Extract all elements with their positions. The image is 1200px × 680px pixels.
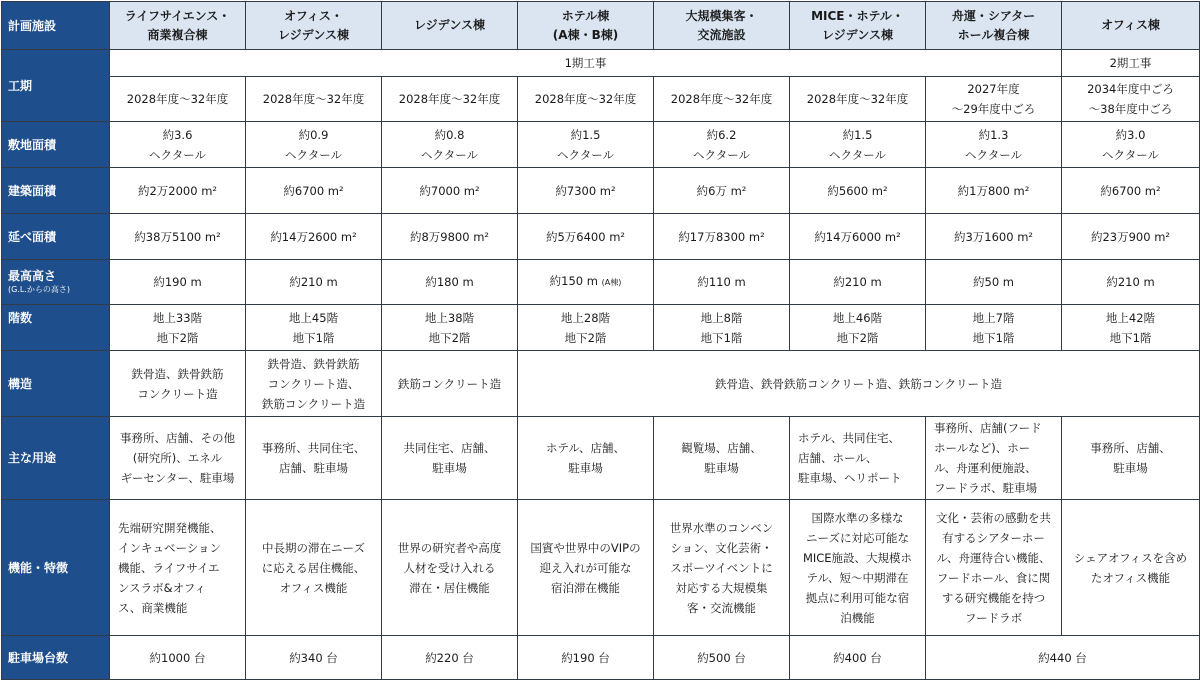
building-area-cell: 約6700 m² bbox=[246, 168, 382, 214]
site-area-cell: 約3.6 ヘクタール bbox=[110, 122, 246, 168]
row-label-building-area: 建築面積 bbox=[2, 168, 110, 214]
main-use-cell: ホテル、共同住宅、 店舗、ホール、 駐車場、ヘリポート bbox=[790, 417, 926, 500]
features-cell: 国賓や世界中のVIPの 迎え入れが可能な 宿泊滞在機能 bbox=[518, 500, 654, 636]
max-height-label: 最高高さ bbox=[8, 269, 57, 283]
floor-area-cell: 約5万6400 m² bbox=[518, 214, 654, 260]
building-area-cell: 約6700 m² bbox=[1062, 168, 1200, 214]
floors-cell: 地上8階 地下1階 bbox=[654, 305, 790, 351]
floor-area-cell: 約8万9800 m² bbox=[382, 214, 518, 260]
main-use-cell: 事務所、店舗、 駐車場 bbox=[1062, 417, 1200, 500]
main-use-cell: 事務所、店舗(フード ホールなど)、ホー ル、舟運利便施設、 フードラボ、駐車場 bbox=[926, 417, 1062, 500]
col-header-boat-theater: 舟運・シアター ホール複合棟 bbox=[926, 2, 1062, 50]
features-cell: 先端研究開発機能、 インキュベーション 機能、ライフサイエ ンスラボ&オフィ ス、商業機能 bbox=[110, 500, 246, 636]
period-values-row bbox=[2, 77, 1200, 122]
floors-cell: 地上28階 地下2階 bbox=[518, 305, 654, 351]
period-cell: 2028年度〜32年度 bbox=[382, 77, 518, 122]
building-area-cell: 約7300 m² bbox=[518, 168, 654, 214]
period-cell: 2028年度〜32年度 bbox=[790, 77, 926, 122]
floor-area-cell: 約3万1600 m² bbox=[926, 214, 1062, 260]
floors-cell: 地上42階 地下1階 bbox=[1062, 305, 1200, 351]
floor-area-row bbox=[2, 214, 1200, 260]
floors-cell: 地上33階 地下2階 bbox=[110, 305, 246, 351]
building-area-cell: 約7000 m² bbox=[382, 168, 518, 214]
parking-cell: 約340 台 bbox=[246, 636, 382, 680]
row-label-main-use: 主な用途 bbox=[2, 417, 110, 500]
phase1-label: 1期工事 bbox=[110, 50, 1062, 77]
structure-cell: 鉄筋コンクリート造 bbox=[382, 351, 518, 417]
col-header-large-venue: 大規模集客・ 交流施設 bbox=[654, 2, 790, 50]
header-row bbox=[2, 2, 1200, 50]
site-area-cell: 約1.5 ヘクタール bbox=[790, 122, 926, 168]
building-area-cell: 約6万 m² bbox=[654, 168, 790, 214]
features-cell: 国際水準の多様な ニーズに対応可能な MICE施設、大規模ホ テル、短〜中期滞在 拠点に利用可能な宿 泊機能 bbox=[790, 500, 926, 636]
floors-cell: 地上45階 地下1階 bbox=[246, 305, 382, 351]
max-height-cell: 約210 m bbox=[1062, 260, 1200, 305]
row-label-period: 工期 bbox=[2, 50, 110, 122]
structure-row bbox=[2, 351, 1200, 417]
row-label-max-height bbox=[2, 260, 110, 305]
col-header-hotel: ホテル棟 (A棟・B棟) bbox=[518, 2, 654, 50]
site-area-cell: 約1.3 ヘクタール bbox=[926, 122, 1062, 168]
phase2-label: 2期工事 bbox=[1062, 50, 1200, 77]
row-label-parking: 駐車場台数 bbox=[2, 636, 110, 680]
features-cell: 世界の研究者や高度 人材を受け入れる 滞在・居住機能 bbox=[382, 500, 518, 636]
parking-cell: 約220 台 bbox=[382, 636, 518, 680]
max-height-sublabel: (G.L.からの高さ) bbox=[8, 285, 70, 294]
floors-cell: 地上46階 地下2階 bbox=[790, 305, 926, 351]
structure-cell-merged: 鉄骨造、鉄骨鉄筋コンクリート造、鉄筋コンクリート造 bbox=[518, 351, 1200, 417]
col-header-residence: レジデンス棟 bbox=[382, 2, 518, 50]
row-label-structure: 構造 bbox=[2, 351, 110, 417]
structure-cell: 鉄骨造、鉄骨鉄筋 コンクリート造 bbox=[110, 351, 246, 417]
max-height-note: (A棟) bbox=[601, 278, 622, 287]
row-label-floors: 階数 bbox=[2, 305, 110, 351]
main-use-cell: ホテル、店舗、 駐車場 bbox=[518, 417, 654, 500]
max-height-row bbox=[2, 260, 1200, 305]
facility-plan-table bbox=[1, 1, 1200, 680]
period-cell: 2028年度〜32年度 bbox=[518, 77, 654, 122]
max-height-value: 約150 m bbox=[549, 274, 598, 288]
structure-cell: 鉄骨造、鉄骨鉄筋 コンクリート造、 鉄筋コンクリート造 bbox=[246, 351, 382, 417]
site-area-cell: 約0.8 ヘクタール bbox=[382, 122, 518, 168]
col-header-mice-hotel-residence: MICE・ホテル・ レジデンス棟 bbox=[790, 2, 926, 50]
floors-cell: 地上38階 地下2階 bbox=[382, 305, 518, 351]
floors-cell: 地上7階 地下1階 bbox=[926, 305, 1062, 351]
max-height-cell: 約190 m bbox=[110, 260, 246, 305]
main-use-cell: 事務所、店舗、その他 (研究所)、エネル ギーセンター、駐車場 bbox=[110, 417, 246, 500]
building-area-cell: 約1万800 m² bbox=[926, 168, 1062, 214]
floor-area-cell: 約17万8300 m² bbox=[654, 214, 790, 260]
floor-area-cell: 約14万2600 m² bbox=[246, 214, 382, 260]
floor-area-cell: 約23万900 m² bbox=[1062, 214, 1200, 260]
site-area-cell: 約6.2 ヘクタール bbox=[654, 122, 790, 168]
features-cell: 文化・芸術の感動を共 有するシアターホー ル、舟運待合い機能、 フードホール、食に関 する研究機能を持つ フードラボ bbox=[926, 500, 1062, 636]
period-cell: 2034年度中ごろ 〜38年度中ごろ bbox=[1062, 77, 1200, 122]
floor-area-cell: 約14万6000 m² bbox=[790, 214, 926, 260]
features-cell: シェアオフィスを含め たオフィス機能 bbox=[1062, 500, 1200, 636]
parking-cell: 約190 台 bbox=[518, 636, 654, 680]
site-area-row bbox=[2, 122, 1200, 168]
floors-row bbox=[2, 305, 1200, 351]
col-header-lifescience-commercial: ライフサイエンス・ 商業複合棟 bbox=[110, 2, 246, 50]
parking-cell: 約400 台 bbox=[790, 636, 926, 680]
parking-row bbox=[2, 636, 1200, 680]
parking-cell: 約500 台 bbox=[654, 636, 790, 680]
max-height-cell-hotel bbox=[518, 260, 654, 305]
main-use-row bbox=[2, 417, 1200, 500]
period-cell: 2027年度 〜29年度中ごろ bbox=[926, 77, 1062, 122]
row-label-floor-area: 延べ面積 bbox=[2, 214, 110, 260]
floor-area-cell: 約38万5100 m² bbox=[110, 214, 246, 260]
building-area-row bbox=[2, 168, 1200, 214]
building-area-cell: 約5600 m² bbox=[790, 168, 926, 214]
period-cell: 2028年度〜32年度 bbox=[110, 77, 246, 122]
row-label-site-area: 敷地面積 bbox=[2, 122, 110, 168]
features-row bbox=[2, 500, 1200, 636]
max-height-cell: 約180 m bbox=[382, 260, 518, 305]
max-height-cell: 約210 m bbox=[246, 260, 382, 305]
col-header-office-residence: オフィス・ レジデンス棟 bbox=[246, 2, 382, 50]
features-cell: 中長期の滞在ニーズ に応える居住機能、 オフィス機能 bbox=[246, 500, 382, 636]
main-use-cell: 共同住宅、店舗、 駐車場 bbox=[382, 417, 518, 500]
features-cell: 世界水準のコンベン ション、文化芸術・ スポーツイベントに 対応する大規模集 客・交流機能 bbox=[654, 500, 790, 636]
col-header-office: オフィス棟 bbox=[1062, 2, 1200, 50]
main-use-cell: 事務所、共同住宅、 店舗、駐車場 bbox=[246, 417, 382, 500]
period-cell: 2028年度〜32年度 bbox=[246, 77, 382, 122]
site-area-cell: 約1.5 ヘクタール bbox=[518, 122, 654, 168]
building-area-cell: 約2万2000 m² bbox=[110, 168, 246, 214]
max-height-cell: 約210 m bbox=[790, 260, 926, 305]
row-label-features: 機能・特徴 bbox=[2, 500, 110, 636]
parking-cell-merged: 約440 台 bbox=[926, 636, 1200, 680]
site-area-cell: 約0.9 ヘクタール bbox=[246, 122, 382, 168]
max-height-cell: 約50 m bbox=[926, 260, 1062, 305]
site-area-cell: 約3.0 ヘクタール bbox=[1062, 122, 1200, 168]
period-phase-row bbox=[2, 50, 1200, 77]
period-cell: 2028年度〜32年度 bbox=[654, 77, 790, 122]
header-label-planned-facilities: 計画施設 bbox=[2, 2, 110, 50]
main-use-cell: 観覧場、店舗、 駐車場 bbox=[654, 417, 790, 500]
parking-cell: 約1000 台 bbox=[110, 636, 246, 680]
max-height-cell: 約110 m bbox=[654, 260, 790, 305]
